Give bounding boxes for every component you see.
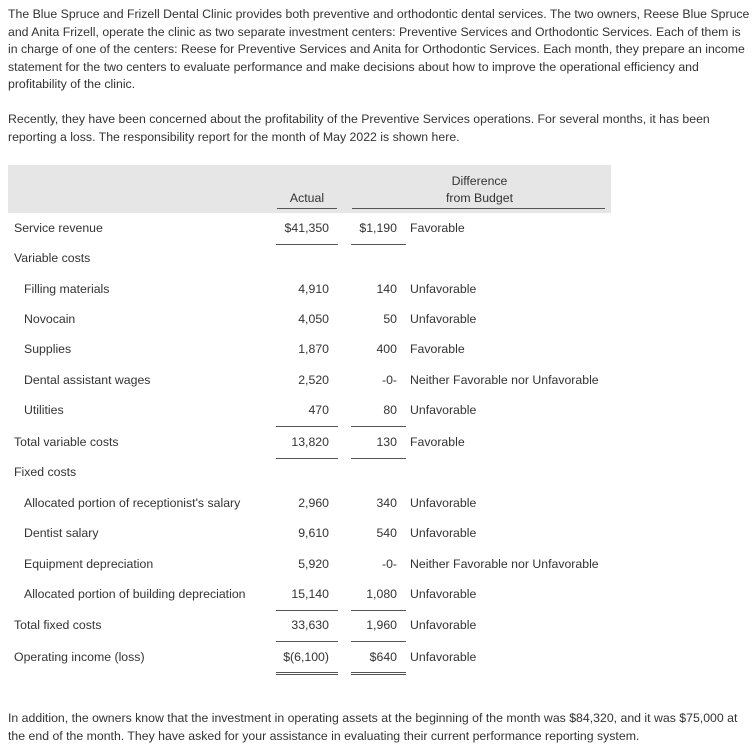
table-row [0, 587, 754, 607]
evaluation-label: Neither Favorable nor Unfavorable [410, 373, 599, 387]
row-label: Total variable costs [14, 435, 119, 449]
row-label: Variable costs [14, 251, 91, 265]
difference-value: 340 [376, 496, 397, 510]
difference-value: -0- [381, 557, 397, 571]
evaluation-label: Unfavorable [410, 282, 477, 296]
row-label: Novocain [24, 312, 76, 326]
double-underline-rule [351, 672, 406, 675]
table-row [0, 373, 754, 393]
difference-value: $1,190 [359, 221, 397, 235]
difference-value: $640 [369, 650, 397, 664]
underline-rule [276, 458, 338, 459]
row-label: Utilities [24, 403, 64, 417]
evaluation-label: Favorable [410, 221, 465, 235]
actual-value: 2,520 [298, 373, 329, 387]
underline-rule [276, 610, 338, 611]
evaluation-label: Neither Favorable nor Unfavorable [410, 557, 599, 571]
evaluation-label: Unfavorable [410, 650, 477, 664]
row-label: Total fixed costs [14, 618, 102, 632]
underline-rule [351, 610, 406, 611]
evaluation-label: Unfavorable [410, 587, 477, 601]
table-row [0, 618, 754, 638]
underline-rule [276, 641, 338, 642]
evaluation-label: Unfavorable [410, 526, 477, 540]
evaluation-label: Unfavorable [410, 496, 477, 510]
actual-value: 1,870 [298, 342, 329, 356]
actual-value: 2,960 [298, 496, 329, 510]
header-actual: Actual [289, 191, 325, 205]
difference-value: 1,080 [366, 587, 397, 601]
row-label: Fixed costs [14, 465, 77, 479]
evaluation-label: Favorable [410, 435, 465, 449]
underline-rule [351, 244, 406, 245]
difference-value: 130 [376, 435, 397, 449]
underline-rule [276, 244, 338, 245]
table-row [0, 650, 754, 670]
header-difference-line1: Difference [451, 174, 508, 188]
underline-rule [351, 641, 406, 642]
row-label: Equipment depreciation [24, 557, 154, 571]
table-row [0, 282, 754, 302]
difference-value: -0- [381, 373, 397, 387]
actual-value: 9,610 [298, 526, 329, 540]
actual-value: 4,050 [298, 312, 329, 326]
actual-value: 470 [308, 403, 329, 417]
row-label: Service revenue [14, 221, 103, 235]
row-label: Dentist salary [24, 526, 99, 540]
actual-value: 13,820 [291, 435, 329, 449]
table-row [0, 251, 754, 271]
difference-value: 1,960 [366, 618, 397, 632]
table-row [0, 496, 754, 516]
table-row [0, 312, 754, 332]
underline-rule [351, 426, 406, 427]
evaluation-label: Unfavorable [410, 618, 477, 632]
actual-value: 33,630 [291, 618, 329, 632]
table-row [0, 557, 754, 577]
actual-value: $(6,100) [283, 650, 329, 664]
table-row [0, 403, 754, 423]
actual-value: $41,350 [284, 221, 329, 235]
difference-value: 80 [383, 403, 397, 417]
double-underline-rule [276, 672, 338, 675]
table-row [0, 221, 754, 241]
context-paragraph: Recently, they have been concerned about the profitability of the Preventive Services operations. For several months, it has been reporting a loss. The responsibility report for the month of May 2022 is shown here. [8, 112, 710, 144]
difference-value: 140 [376, 282, 397, 296]
row-label: Allocated portion of receptionist's salary [24, 496, 241, 510]
header-difference-line2: from Budget [446, 191, 513, 205]
table-row [0, 435, 754, 455]
actual-value: 5,920 [298, 557, 329, 571]
evaluation-label: Favorable [410, 342, 465, 356]
difference-value: 50 [383, 312, 397, 326]
actual-value: 4,910 [298, 282, 329, 296]
evaluation-label: Unfavorable [410, 403, 477, 417]
table-row [0, 465, 754, 485]
table-row [0, 342, 754, 362]
row-label: Dental assistant wages [24, 373, 151, 387]
row-label: Supplies [24, 342, 72, 356]
row-label: Filling materials [24, 282, 110, 296]
closing-paragraph: In addition, the owners know that the investment in operating assets at the beginning of the month was $84,320, and it was $75,000 at the end of the month. They have asked for your assistance in evaluating their current performance reporting system. [8, 711, 738, 743]
difference-value: 540 [376, 526, 397, 540]
row-label: Allocated portion of building depreciation [24, 587, 246, 601]
underline-rule [351, 458, 406, 459]
intro-paragraph: The Blue Spruce and Frizell Dental Clinic provides both preventive and orthodontic dental services. The two owners, Reese Blue Spruce and Anita Frizell, operate the clinic as two separate investment centers: Preventive Services and Orthodontic Services. Each of them is in charge of one of the centers: Reese for Preventive Services and Anita for Orthodontic Services. Each month, they prepare an income statement for the two centers to evaluate performance and make decisions about how to improve the operational efficiency and profitability of the clinic. [8, 7, 750, 92]
underline-rule [276, 426, 338, 427]
actual-value: 15,140 [291, 587, 329, 601]
header-difference-underline [352, 208, 605, 209]
evaluation-label: Unfavorable [410, 312, 477, 326]
row-label: Operating income (loss) [14, 650, 145, 664]
difference-value: 400 [376, 342, 397, 356]
table-row [0, 526, 754, 546]
header-actual-underline [277, 208, 337, 209]
